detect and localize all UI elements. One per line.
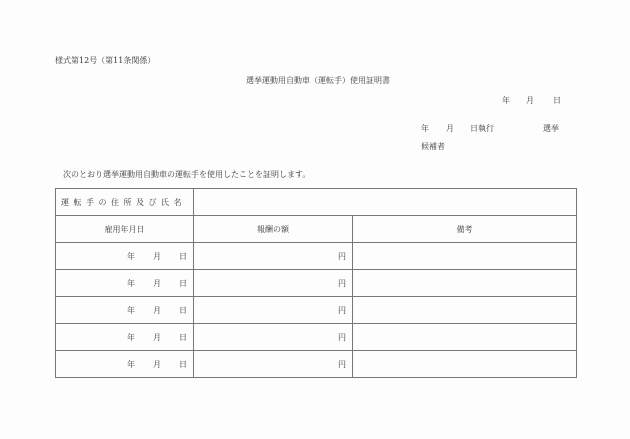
- remarks-cell[interactable]: [353, 243, 577, 270]
- election-year: 年: [421, 124, 429, 133]
- date-cell[interactable]: 年 月 日: [56, 351, 194, 378]
- header-remarks: 備考: [353, 216, 577, 243]
- header-row: [56, 216, 577, 243]
- date-year: 年: [502, 96, 510, 105]
- date-cell[interactable]: 年 月 日: [56, 270, 194, 297]
- table-row: [56, 351, 577, 378]
- election-month: 月: [446, 124, 454, 133]
- table-row: [56, 297, 577, 324]
- remarks-cell[interactable]: [353, 351, 577, 378]
- amount-cell[interactable]: 円: [194, 270, 353, 297]
- table-row: [56, 324, 577, 351]
- election-label: 選挙: [543, 124, 559, 133]
- date-cell[interactable]: 年 月 日: [56, 243, 194, 270]
- amount-cell[interactable]: 円: [194, 351, 353, 378]
- remarks-cell[interactable]: [353, 270, 577, 297]
- form-number: 様式第12号（第11条関係）: [55, 56, 156, 65]
- driver-field[interactable]: [194, 189, 577, 216]
- candidate-label: 候補者: [421, 142, 445, 151]
- date-cell[interactable]: 年 月 日: [56, 297, 194, 324]
- amount-cell[interactable]: 円: [194, 297, 353, 324]
- date-month: 月: [526, 96, 534, 105]
- driver-label: 運転手の住所及び氏名: [56, 189, 194, 216]
- date-cell[interactable]: 年 月 日: [56, 324, 194, 351]
- amount-cell[interactable]: 円: [194, 324, 353, 351]
- remarks-cell[interactable]: [353, 297, 577, 324]
- header-employment-date: 雇用年月日: [56, 216, 194, 243]
- amount-cell[interactable]: 円: [194, 243, 353, 270]
- statement: 次のとおり選挙運動用自動車の運転手を使用したことを証明します。: [63, 170, 311, 179]
- document-title: 選挙運動用自動車（運転手）使用証明書: [246, 76, 390, 85]
- date-day: 日: [553, 96, 561, 105]
- driver-usage-table: [55, 188, 577, 378]
- remarks-cell[interactable]: [353, 324, 577, 351]
- table-row: [56, 243, 577, 270]
- election-day-exec: 日執行: [470, 124, 494, 133]
- driver-row: [56, 189, 577, 216]
- header-remuneration: 報酬の額: [194, 216, 353, 243]
- table-row: [56, 270, 577, 297]
